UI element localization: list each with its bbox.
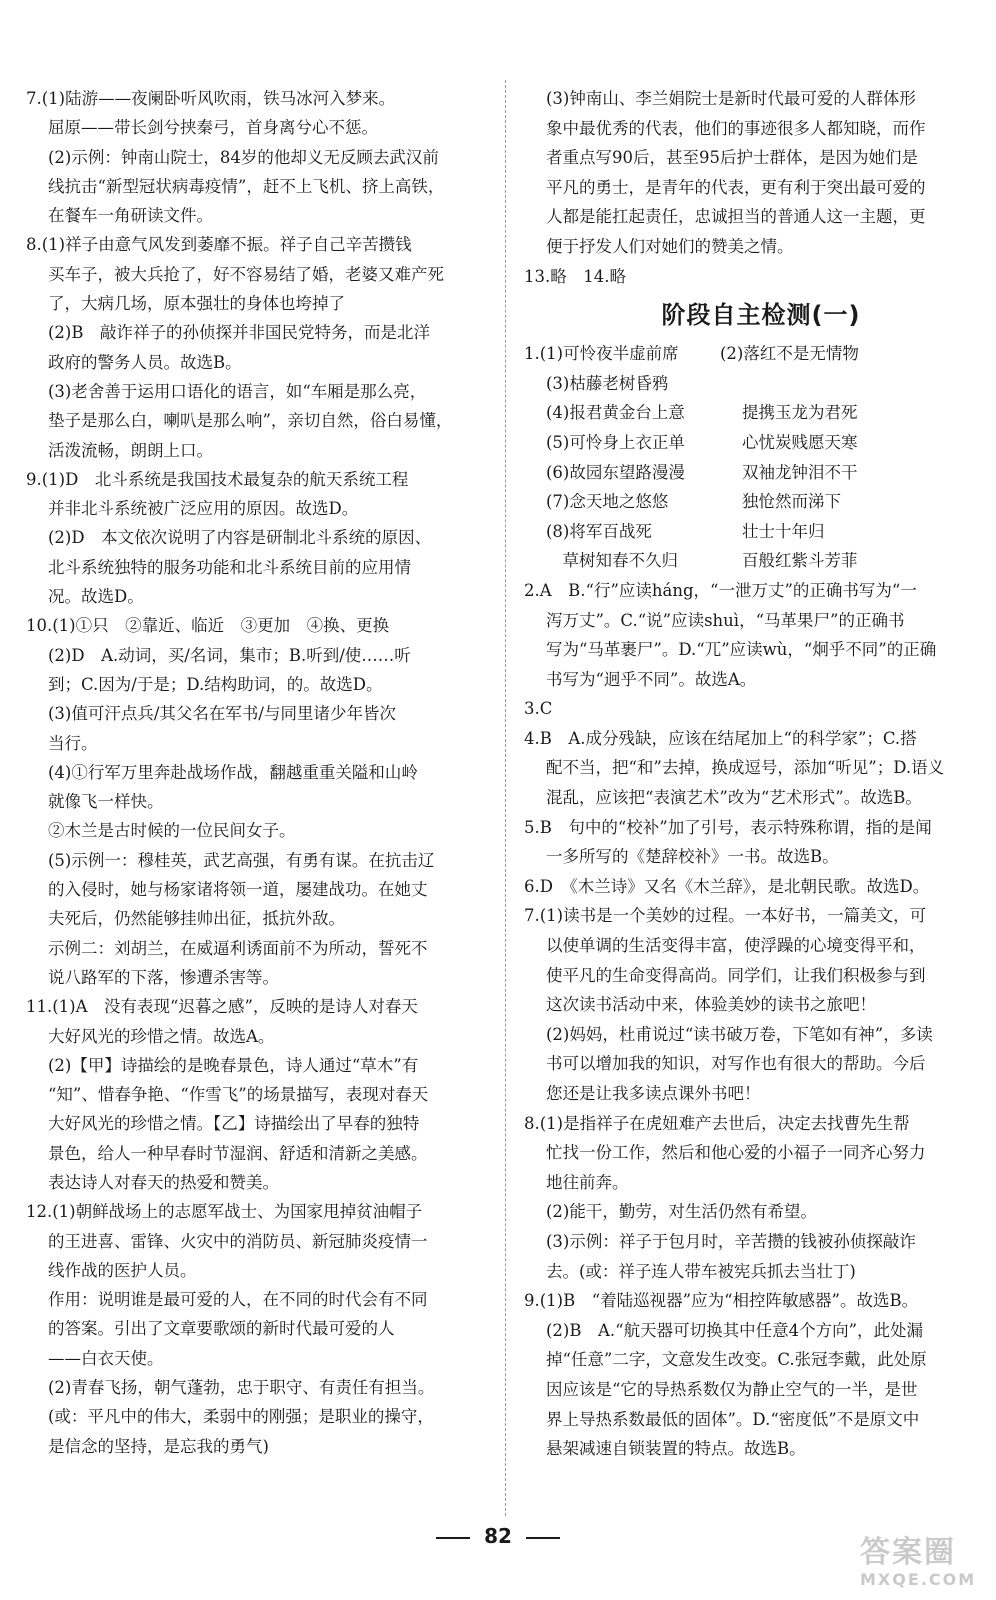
answer-line: 说八路军的下落，惨遭杀害等。 <box>48 967 279 987</box>
answer-line: (3)示例：祥子于包月时，辛苦攒的钱被孙侦探敲诈 <box>546 1231 916 1251</box>
left-column <box>26 84 496 1461</box>
answer-line: 北斗系统独特的服务功能和北斗系统目前的应用情 <box>48 557 411 577</box>
answer-line: “知”、惜春争艳、“作雪飞”的场景描写，表现对春天 <box>48 1085 429 1105</box>
footer-dash-left <box>436 1537 470 1539</box>
answer-line: 混乱，应该把“表演艺术”改为“艺术形式”。故选B。 <box>546 788 922 808</box>
answer-line: 便于抒发人们对她们的赞美之情。 <box>546 236 794 256</box>
answer-line: 以使单调的生活变得丰富，使浮躁的心境变得平和， <box>546 936 926 956</box>
section-title: 阶段自主检测(一) <box>661 301 861 330</box>
answer-line: 当行。 <box>48 733 98 753</box>
answer-line: 夫死后，仍然能够挂帅出征，抵抗外敌。 <box>48 909 345 929</box>
answer-line: (2)能干，勤劳，对生活仍然有希望。 <box>546 1202 817 1222</box>
answer-line: 13.略 14.略 <box>524 266 626 286</box>
answer-line: 8.(1)祥子由意气风发到萎靡不振。祥子自己辛苦攒钱 <box>26 235 412 255</box>
poem-answer-first: (4)报君黄金台上意 <box>546 403 685 423</box>
answer-line: 示例二：刘胡兰，在威逼利诱面前不为所动，誓死不 <box>48 938 428 958</box>
poem-answer-row <box>524 546 996 576</box>
right-top-answers <box>524 84 996 291</box>
answer-line: 大好风光的珍惜之情。【乙】诗描绘出了早春的独特 <box>48 1114 420 1134</box>
answer-line: 者重点写90后，甚至95后护士群体，是因为她们是 <box>546 148 918 168</box>
answer-line: ②木兰是古时候的一位民间女子。 <box>48 821 296 841</box>
page-number: 82 <box>484 1524 512 1548</box>
poem-answer-row <box>524 428 996 458</box>
answer-line: (4)①行军万里奔赴战场作战，翻越重重关隘和山岭 <box>48 762 418 782</box>
answer-line: 8.(1)是指祥子在虎妞难产去世后，决定去找曹先生帮 <box>524 1113 910 1133</box>
answer-line: 6.D 《木兰诗》又名《木兰辞》，是北朝民歌。故选D。 <box>524 876 930 896</box>
answer-line: (2)D A.动词，买/名词，集市；B.听到/使……听 <box>48 645 411 665</box>
answer-line: 垫子是那么白，喇叭是那么响”，亲切自然，俗白易懂， <box>48 411 453 431</box>
watermark-logo <box>860 1536 980 1594</box>
answer-line: 12.(1)朝鲜战场上的志愿军战士、为国家甩掉贫油帽子 <box>26 1202 423 1222</box>
answer-line: 象中最优秀的代表，他们的事迹很多人都知晓，而作 <box>546 118 926 138</box>
answer-line: 界上导热系数最低的固体”。D.“密度低”不是原文中 <box>546 1409 920 1429</box>
answer-line: 书写为“迥乎不同”。故选A。 <box>546 669 757 689</box>
poem-answer-first: (8)将军百战死 <box>546 521 652 541</box>
answer-line: 活泼流畅，朗朗上口。 <box>48 440 213 460</box>
answer-line: 您还是让我多读点课外书吧！ <box>546 1084 761 1103</box>
answer-line: 线抗击“新型冠状病毒疫情”，赶不上飞机、挤上高铁， <box>48 176 445 196</box>
poem-answer-row <box>524 458 996 488</box>
poem-answer-second: 双袖龙钟泪不干 <box>742 462 858 482</box>
answer-line: (3)值可汗点兵/其父名在军书/与同里诸少年皆次 <box>48 704 396 724</box>
poem-answer-row <box>524 398 996 428</box>
answer-line: 平凡的勇士，是青年的代表，更有利于突出最可爱的 <box>546 177 926 197</box>
answer-line: 5.B 句中的“校补”加了引号，表示特殊称谓，指的是闻 <box>524 817 932 837</box>
right-bottom-answers <box>524 576 996 1464</box>
answer-line: (2)B A.“航天器可切换其中任意4个方向”，此处漏 <box>546 1320 924 1340</box>
answer-line: 到；C.因为/于是；D.结构助词，的。故选D。 <box>48 674 383 694</box>
poem-answer-first: (6)故园东望路漫漫 <box>546 462 685 482</box>
answer-line: 因应该是“它的导热系数仅为静止空气的一半，是世 <box>546 1379 918 1399</box>
answer-line: 9.(1)D 北斗系统是我国技术最复杂的航天系统工程 <box>26 469 409 489</box>
poem-answer-first: (5)可怜身上衣正单 <box>546 432 685 452</box>
answer-line: 了，大病几场，原本强壮的身体也垮掉了 <box>48 294 345 314</box>
answer-line: 书可以增加我的知识，对写作也有很大的帮助。今后 <box>546 1054 926 1074</box>
answer-line: 写为“马革裹尸”。D.“兀”应读wù，“炯乎不同”的正确 <box>546 640 937 660</box>
answer-line: ——白衣天使。 <box>48 1348 164 1368</box>
answer-line: 的答案。引出了文章要歌颂的新时代最可爱的人 <box>48 1319 395 1339</box>
answer-line: (2)【甲】诗描绘的是晚春景色，诗人通过“草木”有 <box>48 1055 419 1075</box>
answer-line: 人都是能扛起责任，忠诚担当的普通人这一主题，更 <box>546 207 926 227</box>
answer-line: 10.(1)①只 ②靠近、临近 ③更加 ④换、更换 <box>26 616 390 636</box>
answer-line: 线作战的医护人员。 <box>48 1260 197 1280</box>
poem-answer-first: 草树知春不久归 <box>546 551 678 571</box>
answer-line: 景色，给人一种早春时节湿润、舒适和清新之美感。 <box>48 1143 428 1163</box>
answer-line: (2)示例：钟南山院士，84岁的他却义无反顾去武汉前 <box>48 147 439 167</box>
answer-line: 的王进喜、雷锋、火灾中的消防员、新冠肺炎疫情一 <box>48 1231 428 1251</box>
poem-answer-second: (2)落红不是无情物 <box>720 344 859 364</box>
answer-line: 泻万丈”。C.“说”应读shuì，“马革果尸”的正确书 <box>546 610 905 630</box>
answer-line: 掉“任意”二字，文意发生改变。C.张冠李戴，此处原 <box>546 1350 927 1370</box>
answer-line: (3)钟南山、李兰娟院士是新时代最可爱的人群体形 <box>546 89 916 108</box>
answer-line: 7.(1)读书是一个美妙的过程。一本好书，一篇美文，可 <box>524 906 927 926</box>
answer-line: (2)D 本文依次说明了内容是研制北斗系统的原因、 <box>48 528 432 548</box>
answer-line: 就像飞一样快。 <box>48 792 164 812</box>
poem-answer-second: 壮士十年归 <box>742 521 825 541</box>
right-column <box>524 84 996 1464</box>
poem-answer-row <box>524 339 996 369</box>
answer-line: 地往前奔。 <box>546 1172 629 1192</box>
answer-line: 4.B A.成分残缺，应该在结尾加上“的科学家”；C.搭 <box>524 728 917 748</box>
answer-line: 的入侵时，她与杨家诸将领一道，屡建战功。在她丈 <box>48 880 428 900</box>
answer-line: (2)B 敲诈祥子的孙侦探并非国民党特务，而是北洋 <box>48 323 430 343</box>
answer-line: (或：平凡中的伟大，柔弱中的刚强；是职业的操守， <box>48 1407 434 1427</box>
answer-line: 11.(1)A 没有表现“迟暮之感”，反映的是诗人对春天 <box>26 997 418 1017</box>
answer-line: 况。故选D。 <box>48 587 144 607</box>
column-divider <box>505 80 506 1516</box>
footer-dash-right <box>526 1537 560 1539</box>
answer-line: 是信念的坚持，是忘我的勇气) <box>48 1436 269 1456</box>
answer-line: (2)青春飞扬，朝气蓬勃，忠于职守、有责任有担当。 <box>48 1378 435 1398</box>
answer-line: 在餐车一角研读文件。 <box>48 206 213 226</box>
answer-line: (2)妈妈，杜甫说过“读书破万卷，下笔如有神”，多读 <box>546 1024 933 1044</box>
answer-line: 作用：说明谁是最可爱的人，在不同的时代会有不同 <box>48 1290 428 1310</box>
answer-line: 并非北斗系统被广泛应用的原因。故选D。 <box>48 499 359 519</box>
answer-line: 这次读书活动中来，体验美妙的读书之旅吧！ <box>546 995 876 1015</box>
answer-line: 配不当，把“和”去掉，换成逗号，添加“听见”；D.语义 <box>546 758 945 778</box>
answer-line: 9.(1)B “着陆巡视器”应为“相控阵敏感器”。故选B。 <box>524 1291 919 1311</box>
answer-line: (5)示例一：穆桂英，武艺高强，有勇有谋。在抗击辽 <box>48 850 435 870</box>
answer-line: 屈原——带长剑兮挟秦弓，首身离兮心不惩。 <box>48 118 378 138</box>
answer-line: 7.(1)陆游——夜阑卧听风吹雨，铁马冰河入梦来。 <box>26 89 396 108</box>
answer-line: 一多所写的《楚辞校补》一书。故选B。 <box>546 847 839 867</box>
poem-answer-first: 1.(1)可怜夜半虚前席 <box>524 344 679 364</box>
answer-line: 表达诗人对春天的热爱和赞美。 <box>48 1172 279 1192</box>
poem-answer-row <box>524 369 996 399</box>
watermark-text-url: MXQE.COM <box>860 1570 977 1589</box>
poem-answer-second: 心忧炭贱愿天寒 <box>742 432 858 452</box>
answer-line: 忙找一份工作，然后和他心爱的小福子一同齐心努力 <box>546 1143 926 1163</box>
watermark-text-cn: 答案圈 <box>860 1535 956 1570</box>
answer-line: 使平凡的生命变得高尚。同学们，让我们积极参与到 <box>546 965 926 985</box>
answer-line: 去。(或：祥子连人带车被宪兵抓去当壮丁) <box>546 1261 856 1281</box>
answer-line: (3)老舍善于运用口语化的语言，如“车厢是那么亮， <box>48 381 427 401</box>
answer-line: 大好风光的珍惜之情。故选A。 <box>48 1026 275 1046</box>
answer-line: 2.A B.“行”应读háng，“一泄万丈”的正确书写为“一 <box>524 580 917 600</box>
answer-line: 3.C <box>524 699 553 719</box>
answer-line: 政府的警务人员。故选B。 <box>48 352 242 372</box>
poem-fill-answers <box>524 339 996 576</box>
poem-answer-second: 独怆然而涕下 <box>742 492 841 512</box>
page-footer <box>0 1521 996 1551</box>
poem-answer-row <box>524 517 996 547</box>
poem-answer-first: (7)念天地之悠悠 <box>546 492 669 512</box>
poem-answer-row <box>524 487 996 517</box>
answer-line: 买车子，被大兵抢了，好不容易结了婚，老婆又难产死 <box>48 264 444 284</box>
answer-line: 悬架减速自锁装置的特点。故选B。 <box>546 1439 806 1459</box>
poem-answer-first: (3)枯藤老树昏鸦 <box>546 373 669 393</box>
poem-answer-second: 提携玉龙为君死 <box>742 403 858 423</box>
poem-answer-second: 百般红紫斗芳菲 <box>742 551 858 571</box>
